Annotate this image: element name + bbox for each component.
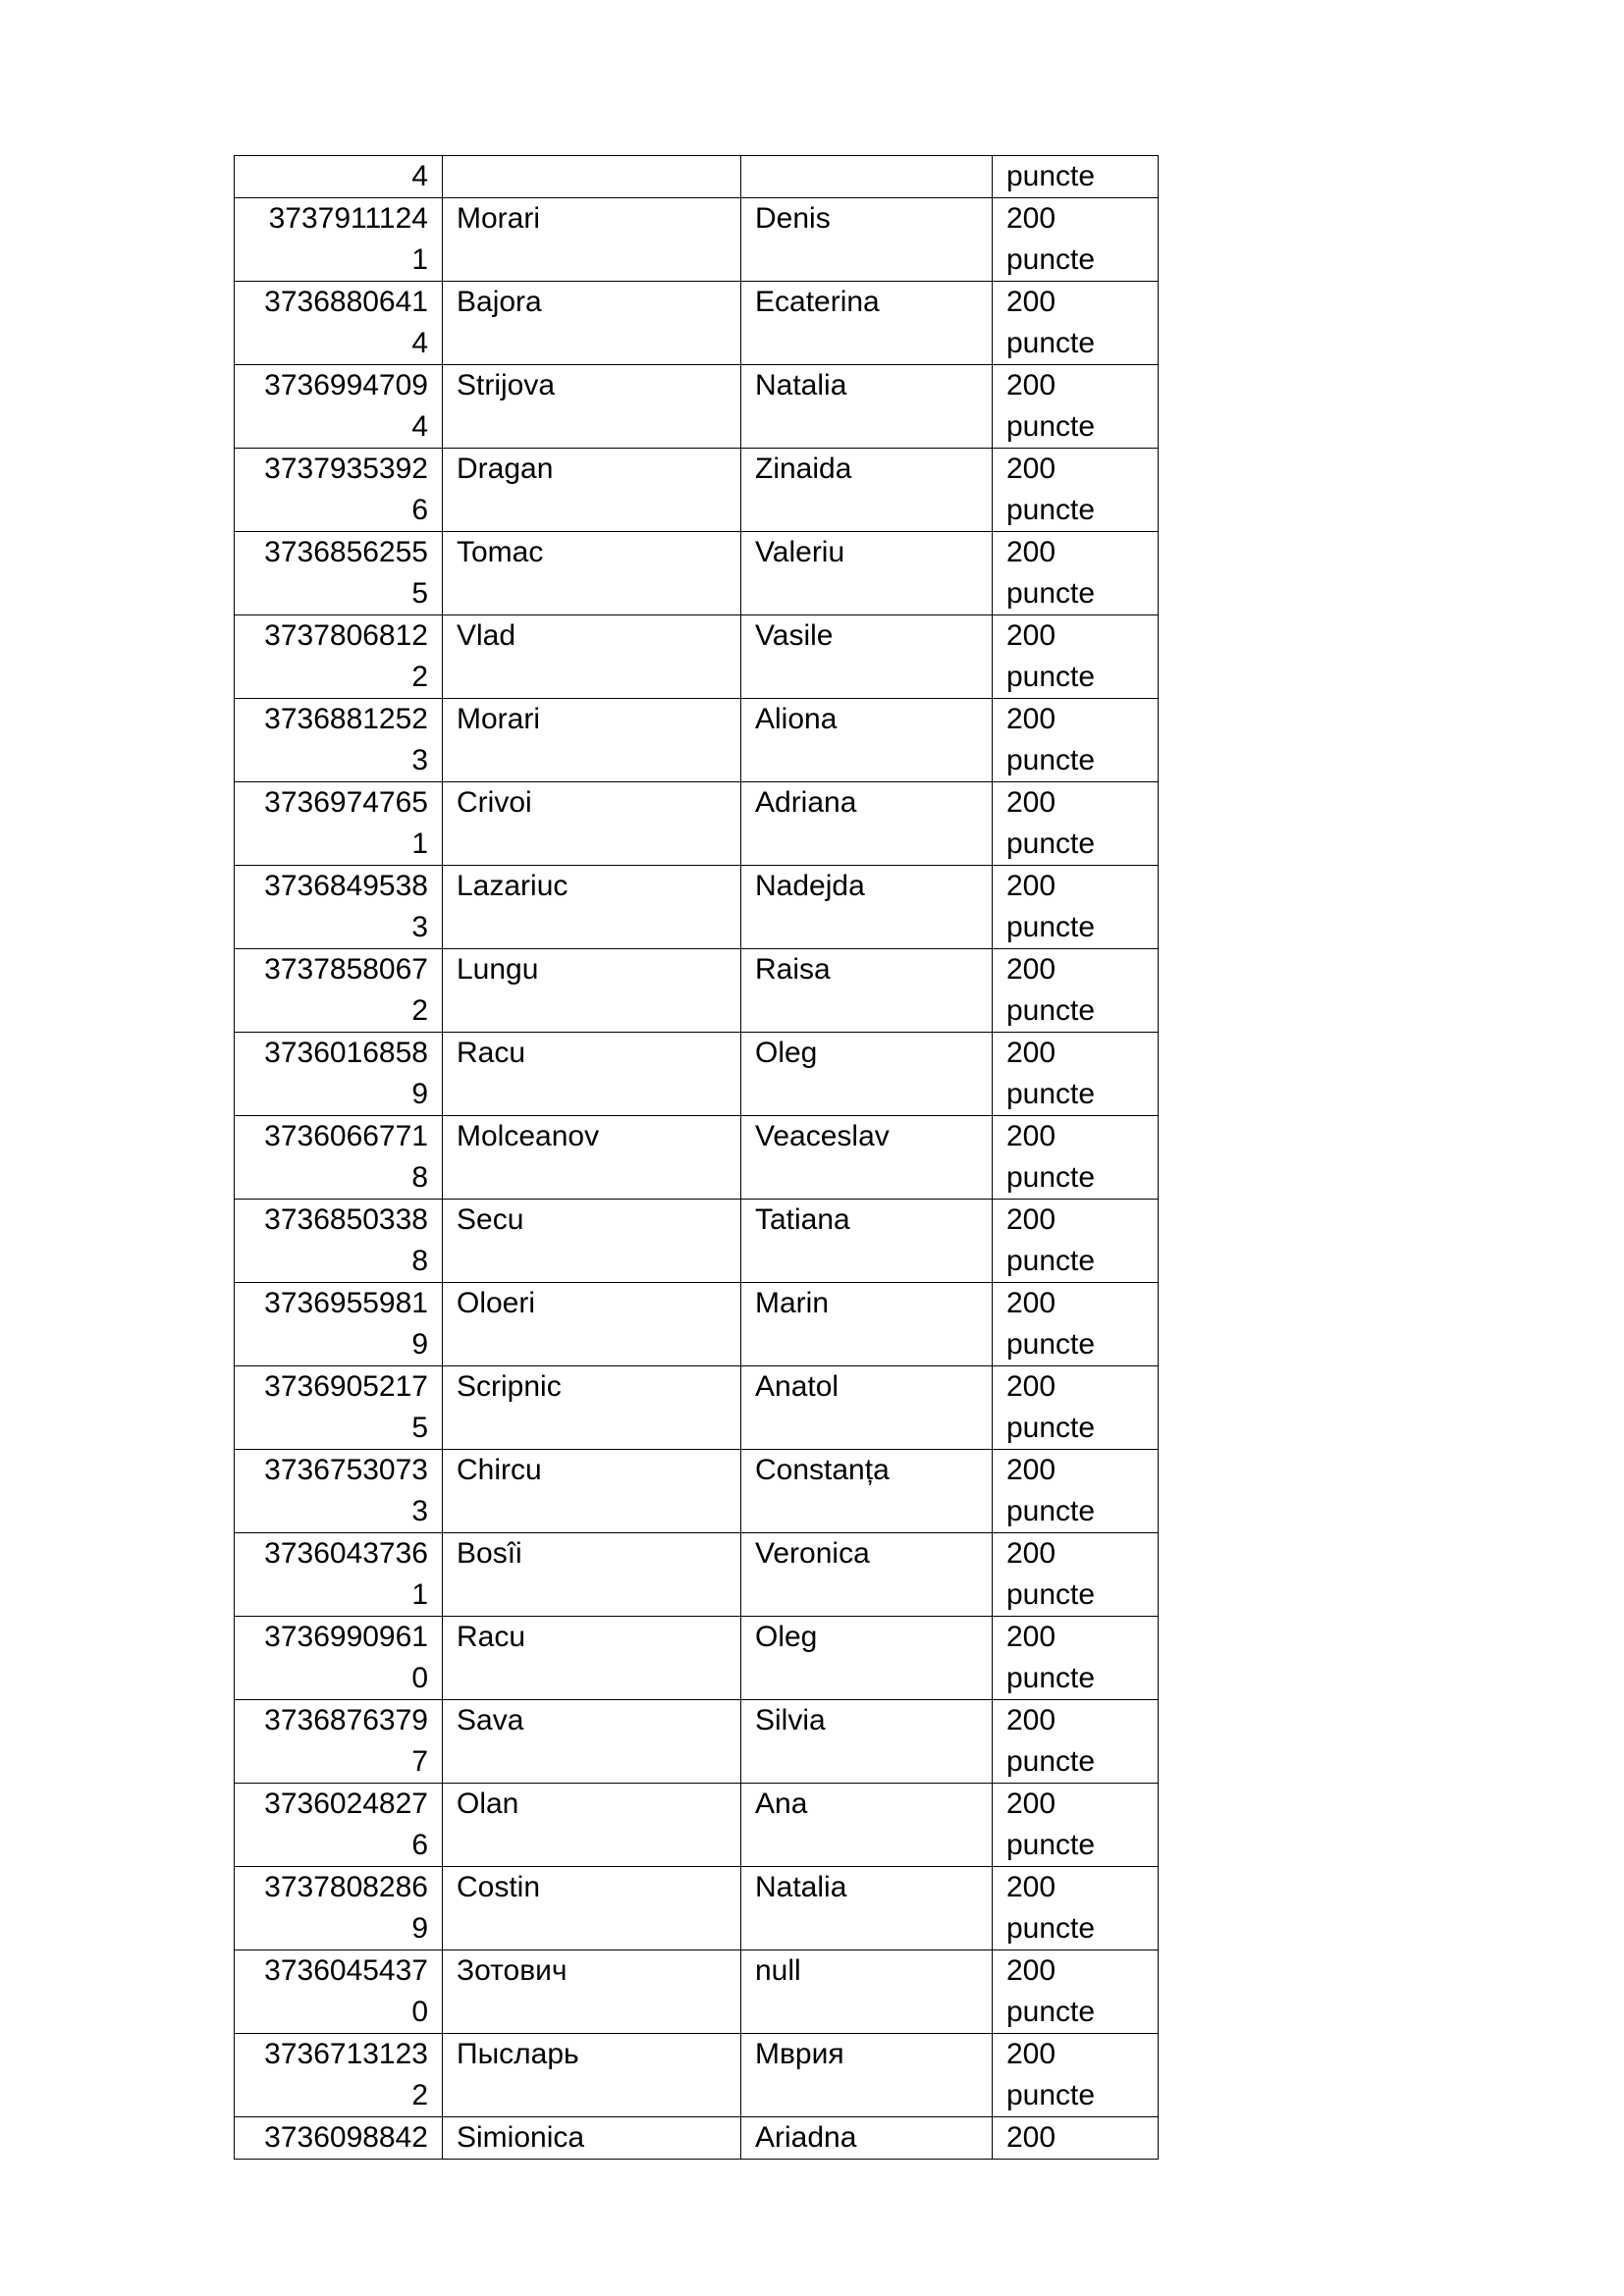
last-name: Lungu xyxy=(457,953,539,986)
id-top: 3737806812 xyxy=(264,619,428,652)
last-name-cell xyxy=(443,1366,741,1450)
id-top: 3737808286 xyxy=(264,1871,428,1903)
first-name-cell xyxy=(741,1700,993,1784)
last-name-cell xyxy=(443,1200,741,1283)
id-top: 3736856255 xyxy=(264,536,428,568)
points-unit: puncte xyxy=(1006,1245,1096,1277)
last-name: Morari xyxy=(457,202,541,235)
last-name-cell xyxy=(443,1867,741,1950)
first-name-cell xyxy=(741,1200,993,1283)
points-cell xyxy=(993,782,1159,866)
points-unit: puncte xyxy=(1006,744,1096,776)
last-name: Costin xyxy=(457,1871,541,1903)
points-unit: puncte xyxy=(1006,1578,1096,1611)
table-row xyxy=(235,1116,1159,1200)
first-name-cell xyxy=(741,1033,993,1116)
points-unit: puncte xyxy=(1006,1412,1096,1444)
first-name-cell xyxy=(741,1950,993,2034)
first-name: Silvia xyxy=(755,1704,826,1736)
id-tail: 9 xyxy=(411,1912,428,1945)
points-value: 200 xyxy=(1006,1203,1056,1236)
points-cell xyxy=(993,1784,1159,1867)
id-top: 3736043736 xyxy=(264,1537,428,1570)
id-top: 3736024827 xyxy=(264,1788,428,1820)
id-top: 3737935392 xyxy=(264,453,428,485)
points-value: 200 xyxy=(1006,1370,1056,1403)
id-top: 3736849538 xyxy=(264,870,428,902)
first-name-cell xyxy=(741,1533,993,1617)
first-name-cell xyxy=(741,615,993,699)
first-name-cell xyxy=(741,866,993,949)
points-unit: puncte xyxy=(1006,1662,1096,1694)
points-value: 200 xyxy=(1006,2038,1056,2070)
id-tail: 7 xyxy=(411,1745,428,1778)
points-cell xyxy=(993,282,1159,365)
id-cell xyxy=(235,1116,443,1200)
last-name-cell xyxy=(443,1116,741,1200)
points-value: 200 xyxy=(1006,1621,1056,1653)
id-cell xyxy=(235,2034,443,2117)
points-cell xyxy=(993,1450,1159,1533)
last-name-cell xyxy=(443,1450,741,1533)
last-name: Simionica xyxy=(457,2121,585,2154)
first-name-cell xyxy=(741,2117,993,2160)
first-name: Nadejda xyxy=(755,870,865,902)
table-row xyxy=(235,156,1159,198)
last-name: Dragan xyxy=(457,453,554,485)
points-value: 200 xyxy=(1006,369,1056,401)
first-name: Ana xyxy=(755,1788,808,1820)
id-tail: 1 xyxy=(411,243,428,276)
table-row xyxy=(235,1617,1159,1700)
table-row xyxy=(235,949,1159,1033)
id-cell xyxy=(235,1950,443,2034)
last-name-cell xyxy=(443,949,741,1033)
table-row xyxy=(235,365,1159,449)
first-name-cell xyxy=(741,532,993,615)
id-tail: 4 xyxy=(411,410,428,443)
points-value: 200 xyxy=(1006,953,1056,986)
points-cell xyxy=(993,198,1159,282)
first-name-cell xyxy=(741,365,993,449)
id-top: 3736016858 xyxy=(264,1037,428,1069)
points-unit: puncte xyxy=(1006,911,1096,943)
last-name-cell xyxy=(443,1617,741,1700)
first-name: Constanța xyxy=(755,1454,890,1486)
id-top: 3736974765 xyxy=(264,786,428,819)
first-name-cell xyxy=(741,699,993,782)
id-tail: 5 xyxy=(411,577,428,610)
last-name xyxy=(443,156,740,197)
points-cell xyxy=(993,1867,1159,1950)
points-value: 200 xyxy=(1006,786,1056,819)
points-value: 200 xyxy=(1006,453,1056,485)
points-cell xyxy=(993,1700,1159,1784)
id-tail: 4 xyxy=(411,327,428,359)
table-row xyxy=(235,449,1159,532)
last-name-cell xyxy=(443,449,741,532)
first-name: Мврия xyxy=(755,2038,844,2070)
last-name-cell xyxy=(443,198,741,282)
id-tail: 8 xyxy=(411,1161,428,1194)
id-top: 3736880641 xyxy=(264,286,428,318)
points-value: 200 xyxy=(1006,1954,1056,1987)
id-tail: 4 xyxy=(411,160,428,192)
points-unit: puncte xyxy=(1006,577,1096,610)
last-name: Пысларь xyxy=(457,2038,579,2070)
table-row xyxy=(235,699,1159,782)
id-cell xyxy=(235,449,443,532)
points-cell xyxy=(993,532,1159,615)
id-top: 3736990961 xyxy=(264,1621,428,1653)
id-cell xyxy=(235,1867,443,1950)
first-name-cell xyxy=(741,2034,993,2117)
last-name-cell xyxy=(443,365,741,449)
id-tail: 3 xyxy=(411,744,428,776)
points-cell xyxy=(993,2034,1159,2117)
first-name: Anatol xyxy=(755,1370,839,1403)
first-name-cell xyxy=(741,198,993,282)
id-cell xyxy=(235,1784,443,1867)
points-unit: puncte xyxy=(1006,1078,1096,1110)
last-name-cell xyxy=(443,866,741,949)
points-unit: puncte xyxy=(1006,494,1096,526)
id-tail: 2 xyxy=(411,994,428,1027)
points-cell xyxy=(993,1366,1159,1450)
points-cell xyxy=(993,365,1159,449)
first-name: Ariadna xyxy=(755,2121,857,2154)
id-cell xyxy=(235,365,443,449)
points-value: 200 xyxy=(1006,1704,1056,1736)
first-name xyxy=(741,156,992,197)
last-name-cell xyxy=(443,782,741,866)
last-name: Chircu xyxy=(457,1454,542,1486)
table-row xyxy=(235,615,1159,699)
points-cell xyxy=(993,615,1159,699)
points-value: 200 xyxy=(1006,1287,1056,1319)
points-value: 200 xyxy=(1006,1454,1056,1486)
id-cell xyxy=(235,1450,443,1533)
id-tail: 6 xyxy=(411,494,428,526)
table-row xyxy=(235,532,1159,615)
points-unit: puncte xyxy=(1006,1328,1096,1361)
last-name-cell xyxy=(443,1784,741,1867)
table-row xyxy=(235,866,1159,949)
first-name: Ecaterina xyxy=(755,286,880,318)
points-cell xyxy=(993,1116,1159,1200)
points-cell xyxy=(993,1533,1159,1617)
points-value: 200 xyxy=(1006,1537,1056,1570)
id-tail: 5 xyxy=(411,1412,428,1444)
table-row xyxy=(235,1950,1159,2034)
points-cell xyxy=(993,1283,1159,1366)
last-name: Molceanov xyxy=(457,1120,600,1152)
last-name-cell xyxy=(443,1283,741,1366)
id-top: 3737911124 xyxy=(268,202,428,235)
table-row xyxy=(235,1033,1159,1116)
id-top: 3736876379 xyxy=(264,1704,428,1736)
last-name: Racu xyxy=(457,1621,526,1653)
points-cell xyxy=(993,2117,1159,2160)
first-name-cell xyxy=(741,282,993,365)
id-tail: 0 xyxy=(411,1996,428,2028)
last-name: Sava xyxy=(457,1704,524,1736)
first-name-cell xyxy=(741,1283,993,1366)
points-unit: puncte xyxy=(1006,2079,1096,2111)
last-name: Vlad xyxy=(457,619,516,652)
table-row xyxy=(235,2117,1159,2160)
points-value: 200 xyxy=(1006,202,1056,235)
first-name: Zinaida xyxy=(755,453,852,485)
last-name: Tomac xyxy=(457,536,544,568)
id-tail: 3 xyxy=(411,1495,428,1527)
points-value: 200 xyxy=(1006,286,1056,318)
participants-table-body xyxy=(235,156,1159,2160)
points-unit: puncte xyxy=(1006,243,1096,276)
first-name-cell xyxy=(741,1617,993,1700)
id-cell xyxy=(235,532,443,615)
id-cell xyxy=(235,1283,443,1366)
id-cell xyxy=(235,1700,443,1784)
id-cell xyxy=(235,1366,443,1450)
first-name: Adriana xyxy=(755,786,857,819)
table-row xyxy=(235,1283,1159,1366)
table-row xyxy=(235,198,1159,282)
last-name-cell xyxy=(443,699,741,782)
points-unit: puncte xyxy=(1006,1996,1096,2028)
first-name: Natalia xyxy=(755,1871,847,1903)
points-unit: puncte xyxy=(1006,1829,1096,1861)
last-name: Lazariuc xyxy=(457,870,568,902)
id-cell xyxy=(235,782,443,866)
first-name: Veronica xyxy=(755,1537,870,1570)
first-name: Vasile xyxy=(755,619,834,652)
first-name: Natalia xyxy=(755,369,847,401)
id-tail: 2 xyxy=(411,2079,428,2111)
first-name-cell xyxy=(741,1450,993,1533)
id-cell xyxy=(235,866,443,949)
id-cell xyxy=(235,949,443,1033)
table-row xyxy=(235,2034,1159,2117)
first-name: Marin xyxy=(755,1287,830,1319)
points-cell xyxy=(993,699,1159,782)
points-unit: puncte xyxy=(1006,1495,1096,1527)
first-name: Oleg xyxy=(755,1621,818,1653)
first-name-cell xyxy=(741,1116,993,1200)
points-cell xyxy=(993,949,1159,1033)
points-cell xyxy=(993,156,1159,198)
points-cell xyxy=(993,1200,1159,1283)
id-top: 3736905217 xyxy=(264,1370,428,1403)
table-row xyxy=(235,282,1159,365)
first-name: Oleg xyxy=(755,1037,818,1069)
table-row xyxy=(235,1450,1159,1533)
table-row xyxy=(235,782,1159,866)
last-name: Morari xyxy=(457,703,541,735)
first-name-cell xyxy=(741,1366,993,1450)
points-value: 200 xyxy=(1006,1788,1056,1820)
last-name: Olan xyxy=(457,1788,519,1820)
last-name-cell xyxy=(443,1033,741,1116)
last-name: Scripnic xyxy=(457,1370,562,1403)
id-top: 3736955981 xyxy=(264,1287,428,1319)
id-value: 3736098842 xyxy=(264,2121,428,2154)
points-cell xyxy=(993,1033,1159,1116)
points-unit: puncte xyxy=(1006,160,1096,192)
last-name: Strijova xyxy=(457,369,556,401)
participants-table xyxy=(234,155,1159,2160)
points-value: 200 xyxy=(1006,870,1056,902)
table-row xyxy=(235,1867,1159,1950)
first-name: Denis xyxy=(755,202,831,235)
id-tail: 9 xyxy=(411,1078,428,1110)
first-name-cell xyxy=(741,1784,993,1867)
last-name-cell xyxy=(443,156,741,198)
id-tail: 2 xyxy=(411,661,428,693)
points-unit: puncte xyxy=(1006,994,1096,1027)
last-name-cell xyxy=(443,615,741,699)
points-unit: puncte xyxy=(1006,410,1096,443)
id-top: 3736713123 xyxy=(264,2038,428,2070)
id-tail: 6 xyxy=(411,1829,428,1861)
first-name-cell xyxy=(741,949,993,1033)
points-unit: puncte xyxy=(1006,661,1096,693)
points-value: 200 xyxy=(1006,1037,1056,1069)
points-unit: puncte xyxy=(1006,1745,1096,1778)
first-name-cell xyxy=(741,449,993,532)
id-cell xyxy=(235,1033,443,1116)
last-name: Oloeri xyxy=(457,1287,536,1319)
table-row xyxy=(235,1784,1159,1867)
id-cell xyxy=(235,1617,443,1700)
id-cell xyxy=(235,198,443,282)
id-top: 3736066771 xyxy=(264,1120,428,1152)
table-row xyxy=(235,1533,1159,1617)
id-tail: 8 xyxy=(411,1245,428,1277)
first-name: null xyxy=(755,1954,801,1987)
last-name: Bosîi xyxy=(457,1537,522,1570)
last-name: Secu xyxy=(457,1203,524,1236)
points-value: 200 xyxy=(1006,1871,1056,1903)
points-cell xyxy=(993,866,1159,949)
last-name: Зотович xyxy=(457,1954,568,1987)
last-name-cell xyxy=(443,282,741,365)
points-value: 200 xyxy=(1006,619,1056,652)
first-name-cell xyxy=(741,1867,993,1950)
id-top: 3737858067 xyxy=(264,953,428,986)
points-value: 200 xyxy=(1006,703,1056,735)
last-name-cell xyxy=(443,532,741,615)
table-row xyxy=(235,1366,1159,1450)
points-unit: puncte xyxy=(1006,828,1096,860)
points-unit: puncte xyxy=(1006,1161,1096,1194)
id-cell xyxy=(235,282,443,365)
last-name: Racu xyxy=(457,1037,526,1069)
first-name: Valeriu xyxy=(755,536,845,568)
last-name: Bajora xyxy=(457,286,542,318)
id-cell xyxy=(235,1200,443,1283)
points-value: 200 xyxy=(1006,536,1056,568)
id-top: 3736994709 xyxy=(264,369,428,401)
points-value: 200 xyxy=(1006,2121,1056,2154)
last-name: Crivoi xyxy=(457,786,532,819)
id-cell xyxy=(235,2117,443,2160)
points-cell xyxy=(993,1617,1159,1700)
id-tail: 9 xyxy=(411,1328,428,1361)
first-name-cell xyxy=(741,782,993,866)
points-cell xyxy=(993,449,1159,532)
table-row xyxy=(235,1700,1159,1784)
last-name-cell xyxy=(443,2034,741,2117)
first-name: Veaceslav xyxy=(755,1120,890,1152)
first-name: Aliona xyxy=(755,703,838,735)
first-name: Raisa xyxy=(755,953,831,986)
points-unit: puncte xyxy=(1006,327,1096,359)
last-name-cell xyxy=(443,1700,741,1784)
id-tail: 1 xyxy=(411,1578,428,1611)
last-name-cell xyxy=(443,1950,741,2034)
last-name-cell xyxy=(443,2117,741,2160)
points-value: 200 xyxy=(1006,1120,1056,1152)
id-tail: 0 xyxy=(411,1662,428,1694)
id-cell xyxy=(235,156,443,198)
id-top: 3736881252 xyxy=(264,703,428,735)
id-tail: 3 xyxy=(411,911,428,943)
id-top: 3736045437 xyxy=(264,1954,428,1987)
first-name: Tatiana xyxy=(755,1203,850,1236)
points-cell xyxy=(993,1950,1159,2034)
id-cell xyxy=(235,1533,443,1617)
id-top: 3736753073 xyxy=(264,1454,428,1486)
last-name-cell xyxy=(443,1533,741,1617)
id-tail: 1 xyxy=(411,828,428,860)
first-name-cell xyxy=(741,156,993,198)
id-cell xyxy=(235,615,443,699)
points-unit: puncte xyxy=(1006,1912,1096,1945)
table-row xyxy=(235,1200,1159,1283)
id-cell xyxy=(235,699,443,782)
id-top: 3736850338 xyxy=(264,1203,428,1236)
